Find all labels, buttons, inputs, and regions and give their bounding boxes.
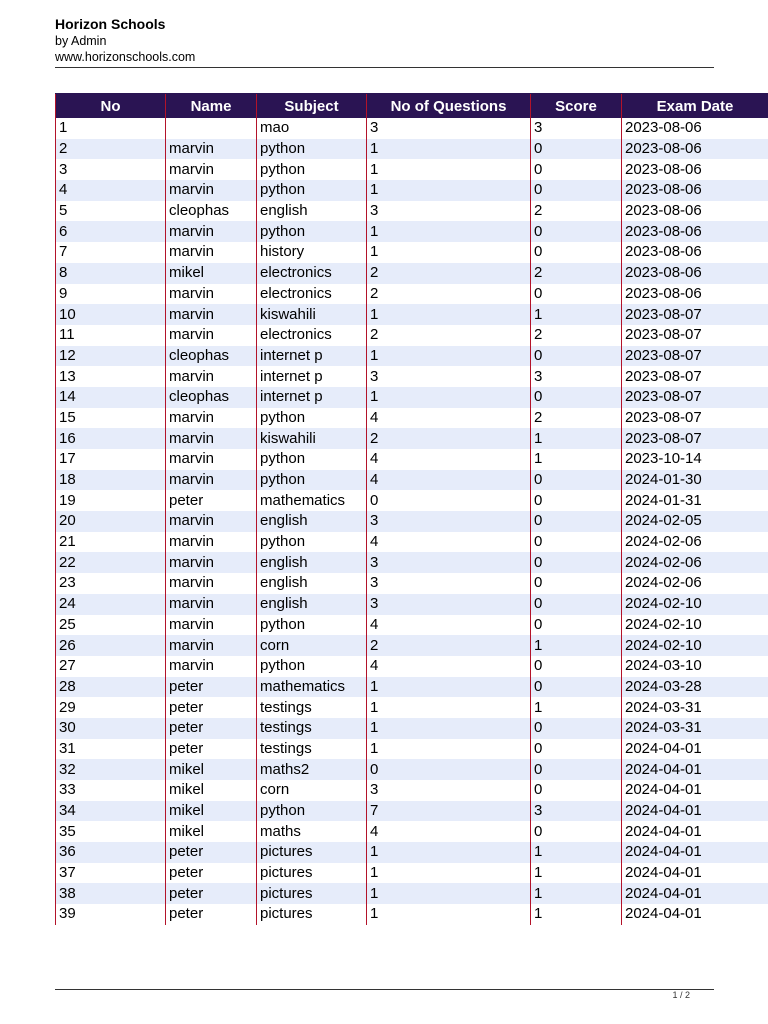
cell-exam-date: 2023-08-06 [622,284,768,305]
cell-name: mikel [166,780,257,801]
cell-subject: english [257,201,367,222]
table-row [56,801,768,822]
cell-subject: maths2 [257,759,367,780]
cell-questions: 1 [367,863,531,884]
cell-score: 0 [531,284,622,305]
cell-no: 31 [56,739,166,760]
table-row [56,242,768,263]
cell-subject: python [257,801,367,822]
school-title: Horizon Schools [55,16,166,32]
cell-score: 3 [531,366,622,387]
cell-questions: 2 [367,263,531,284]
cell-no: 29 [56,697,166,718]
cell-subject: python [257,532,367,553]
cell-questions: 1 [367,718,531,739]
cell-exam-date: 2024-04-01 [622,739,768,760]
cell-no: 2 [56,139,166,160]
cell-questions: 1 [367,139,531,160]
cell-no: 27 [56,656,166,677]
table-row [56,470,768,491]
cell-questions: 1 [367,346,531,367]
cell-questions: 4 [367,615,531,636]
table-row [56,366,768,387]
cell-exam-date: 2024-04-01 [622,904,768,925]
cell-no: 4 [56,180,166,201]
cell-name: marvin [166,242,257,263]
cell-questions: 1 [367,883,531,904]
cell-name: marvin [166,635,257,656]
table-row [56,511,768,532]
cell-subject: python [257,449,367,470]
cell-subject: english [257,594,367,615]
cell-exam-date: 2023-08-07 [622,366,768,387]
cell-exam-date: 2023-08-06 [622,201,768,222]
column-header-subject: Subject [257,94,367,119]
cell-exam-date: 2024-02-10 [622,635,768,656]
cell-score: 1 [531,304,622,325]
cell-name: peter [166,490,257,511]
cell-name: marvin [166,408,257,429]
cell-score: 0 [531,490,622,511]
document-header [55,16,714,65]
cell-subject: electronics [257,284,367,305]
cell-exam-date: 2023-08-07 [622,304,768,325]
table-row [56,428,768,449]
cell-exam-date: 2024-03-31 [622,697,768,718]
table-row [56,490,768,511]
footer-divider [55,989,714,990]
cell-questions: 2 [367,428,531,449]
cell-score: 0 [531,511,622,532]
cell-score: 1 [531,428,622,449]
cell-questions: 1 [367,697,531,718]
cell-subject: testings [257,718,367,739]
cell-no: 7 [56,242,166,263]
table-row [56,263,768,284]
cell-score: 0 [531,387,622,408]
exam-results-table [55,93,768,925]
cell-exam-date: 2024-03-28 [622,677,768,698]
cell-questions: 0 [367,759,531,780]
cell-name: cleophas [166,346,257,367]
cell-exam-date: 2024-01-30 [622,470,768,491]
cell-score: 0 [531,718,622,739]
cell-exam-date: 2023-08-07 [622,387,768,408]
table-row [56,552,768,573]
cell-subject: python [257,408,367,429]
cell-no: 37 [56,863,166,884]
cell-questions: 1 [367,739,531,760]
cell-no: 8 [56,263,166,284]
cell-name: marvin [166,511,257,532]
cell-subject: python [257,221,367,242]
cell-subject: testings [257,739,367,760]
table-row [56,718,768,739]
cell-questions: 3 [367,594,531,615]
cell-exam-date: 2024-04-01 [622,801,768,822]
cell-score: 1 [531,697,622,718]
cell-no: 34 [56,801,166,822]
cell-subject: corn [257,635,367,656]
cell-questions: 4 [367,656,531,677]
cell-name: marvin [166,615,257,636]
cell-score: 3 [531,118,622,139]
cell-score: 0 [531,780,622,801]
cell-score: 0 [531,180,622,201]
cell-score: 2 [531,325,622,346]
cell-score: 1 [531,842,622,863]
cell-score: 0 [531,821,622,842]
cell-score: 2 [531,263,622,284]
cell-subject: kiswahili [257,304,367,325]
cell-score: 3 [531,801,622,822]
cell-no: 21 [56,532,166,553]
cell-exam-date: 2024-02-06 [622,532,768,553]
cell-subject: pictures [257,863,367,884]
table-row [56,325,768,346]
cell-subject: internet p [257,346,367,367]
cell-no: 25 [56,615,166,636]
cell-score: 0 [531,656,622,677]
cell-name: cleophas [166,201,257,222]
column-header-score: Score [531,94,622,119]
table-row [56,449,768,470]
cell-exam-date: 2024-04-01 [622,759,768,780]
table-header-row [56,94,768,119]
cell-subject: mathematics [257,677,367,698]
cell-name: marvin [166,284,257,305]
cell-exam-date: 2023-08-07 [622,408,768,429]
cell-score: 1 [531,904,622,925]
cell-name: marvin [166,159,257,180]
cell-no: 24 [56,594,166,615]
cell-exam-date: 2023-08-06 [622,180,768,201]
table-row [56,284,768,305]
cell-exam-date: 2023-10-14 [622,449,768,470]
cell-no: 18 [56,470,166,491]
cell-exam-date: 2024-02-05 [622,511,768,532]
table-row [56,594,768,615]
cell-subject: python [257,180,367,201]
table-row [56,346,768,367]
cell-score: 0 [531,594,622,615]
table-row [56,904,768,925]
cell-subject: pictures [257,904,367,925]
cell-subject: english [257,552,367,573]
cell-score: 0 [531,221,622,242]
cell-score: 0 [531,532,622,553]
cell-score: 0 [531,615,622,636]
cell-no: 38 [56,883,166,904]
cell-no: 16 [56,428,166,449]
table-row [56,635,768,656]
cell-questions: 1 [367,904,531,925]
cell-questions: 4 [367,821,531,842]
table-row [56,677,768,698]
cell-exam-date: 2024-03-10 [622,656,768,677]
cell-no: 26 [56,635,166,656]
cell-name: marvin [166,325,257,346]
cell-name [166,118,257,139]
cell-subject: internet p [257,387,367,408]
cell-name: peter [166,677,257,698]
cell-subject: mao [257,118,367,139]
author-byline: by Admin [55,34,107,48]
cell-subject: maths [257,821,367,842]
table-row [56,697,768,718]
cell-subject: electronics [257,263,367,284]
cell-score: 1 [531,863,622,884]
table-row [56,201,768,222]
cell-exam-date: 2024-03-31 [622,718,768,739]
cell-name: peter [166,697,257,718]
cell-no: 32 [56,759,166,780]
cell-exam-date: 2024-04-01 [622,842,768,863]
cell-questions: 1 [367,159,531,180]
table-row [56,304,768,325]
cell-score: 2 [531,408,622,429]
cell-no: 9 [56,284,166,305]
cell-no: 23 [56,573,166,594]
cell-exam-date: 2023-08-06 [622,242,768,263]
cell-subject: mathematics [257,490,367,511]
cell-subject: pictures [257,883,367,904]
cell-score: 0 [531,552,622,573]
cell-score: 0 [531,242,622,263]
cell-questions: 3 [367,573,531,594]
cell-questions: 2 [367,635,531,656]
cell-subject: history [257,242,367,263]
cell-score: 1 [531,449,622,470]
column-header-name: Name [166,94,257,119]
cell-questions: 4 [367,408,531,429]
cell-name: marvin [166,428,257,449]
cell-exam-date: 2024-04-01 [622,863,768,884]
cell-score: 1 [531,883,622,904]
cell-no: 1 [56,118,166,139]
cell-score: 2 [531,201,622,222]
cell-name: marvin [166,139,257,160]
cell-exam-date: 2023-08-06 [622,159,768,180]
cell-score: 0 [531,677,622,698]
cell-exam-date: 2024-02-06 [622,573,768,594]
cell-name: marvin [166,532,257,553]
cell-questions: 7 [367,801,531,822]
cell-name: mikel [166,801,257,822]
cell-no: 6 [56,221,166,242]
website-link[interactable]: www.horizonschools.com [55,50,196,64]
cell-score: 0 [531,759,622,780]
cell-score: 0 [531,139,622,160]
table-row [56,408,768,429]
table-row [56,739,768,760]
cell-no: 5 [56,201,166,222]
cell-questions: 3 [367,366,531,387]
cell-no: 35 [56,821,166,842]
cell-no: 22 [56,552,166,573]
cell-subject: corn [257,780,367,801]
cell-name: mikel [166,759,257,780]
cell-questions: 3 [367,511,531,532]
table-row [56,159,768,180]
cell-exam-date: 2023-08-06 [622,263,768,284]
page-number: 1 / 2 [672,990,690,1000]
cell-name: mikel [166,263,257,284]
table-row [56,139,768,160]
cell-name: marvin [166,304,257,325]
cell-questions: 4 [367,470,531,491]
cell-no: 14 [56,387,166,408]
cell-questions: 0 [367,490,531,511]
cell-name: peter [166,739,257,760]
cell-exam-date: 2024-04-01 [622,821,768,842]
table-row [56,532,768,553]
cell-subject: internet p [257,366,367,387]
cell-name: marvin [166,366,257,387]
cell-subject: python [257,159,367,180]
cell-questions: 2 [367,284,531,305]
cell-subject: python [257,139,367,160]
cell-exam-date: 2024-02-10 [622,615,768,636]
cell-score: 0 [531,573,622,594]
cell-name: marvin [166,552,257,573]
cell-name: peter [166,863,257,884]
cell-score: 0 [531,346,622,367]
cell-exam-date: 2023-08-06 [622,139,768,160]
cell-subject: electronics [257,325,367,346]
cell-name: marvin [166,656,257,677]
cell-no: 28 [56,677,166,698]
table-row [56,180,768,201]
cell-no: 11 [56,325,166,346]
cell-exam-date: 2023-08-07 [622,346,768,367]
cell-subject: python [257,656,367,677]
cell-questions: 3 [367,118,531,139]
cell-no: 20 [56,511,166,532]
table-row [56,780,768,801]
cell-no: 19 [56,490,166,511]
column-header-exam-date: Exam Date [622,94,768,119]
cell-questions: 4 [367,449,531,470]
cell-subject: english [257,511,367,532]
cell-exam-date: 2024-04-01 [622,883,768,904]
cell-subject: python [257,615,367,636]
cell-name: peter [166,718,257,739]
cell-name: marvin [166,470,257,491]
cell-questions: 1 [367,180,531,201]
table-row [56,821,768,842]
cell-name: marvin [166,449,257,470]
cell-exam-date: 2024-02-10 [622,594,768,615]
table-row [56,883,768,904]
cell-score: 1 [531,635,622,656]
cell-questions: 1 [367,387,531,408]
cell-questions: 1 [367,242,531,263]
table-row [56,842,768,863]
cell-questions: 4 [367,532,531,553]
column-header-questions: No of Questions [367,94,531,119]
column-header-no: No [56,94,166,119]
cell-questions: 1 [367,221,531,242]
cell-questions: 3 [367,201,531,222]
cell-no: 36 [56,842,166,863]
cell-name: peter [166,842,257,863]
table-row [56,863,768,884]
cell-exam-date: 2024-01-31 [622,490,768,511]
cell-exam-date: 2024-04-01 [622,780,768,801]
header-divider [55,67,714,68]
table-row [56,118,768,139]
cell-score: 0 [531,739,622,760]
cell-name: peter [166,883,257,904]
cell-no: 30 [56,718,166,739]
cell-exam-date: 2023-08-06 [622,118,768,139]
cell-questions: 1 [367,842,531,863]
cell-exam-date: 2023-08-06 [622,221,768,242]
table-row [56,221,768,242]
cell-name: marvin [166,594,257,615]
cell-no: 39 [56,904,166,925]
cell-subject: pictures [257,842,367,863]
cell-no: 12 [56,346,166,367]
cell-no: 33 [56,780,166,801]
table-row [56,759,768,780]
cell-exam-date: 2023-08-07 [622,325,768,346]
table-row [56,615,768,636]
cell-subject: kiswahili [257,428,367,449]
cell-name: cleophas [166,387,257,408]
cell-name: mikel [166,821,257,842]
cell-name: marvin [166,573,257,594]
cell-questions: 3 [367,780,531,801]
cell-questions: 1 [367,304,531,325]
table-row [56,573,768,594]
cell-subject: testings [257,697,367,718]
cell-questions: 1 [367,677,531,698]
cell-no: 3 [56,159,166,180]
cell-name: peter [166,904,257,925]
cell-no: 17 [56,449,166,470]
cell-score: 0 [531,470,622,491]
cell-subject: english [257,573,367,594]
table-row [56,387,768,408]
table-row [56,656,768,677]
cell-subject: python [257,470,367,491]
cell-questions: 2 [367,325,531,346]
cell-no: 15 [56,408,166,429]
cell-name: marvin [166,180,257,201]
cell-exam-date: 2023-08-07 [622,428,768,449]
cell-name: marvin [166,221,257,242]
cell-no: 13 [56,366,166,387]
cell-score: 0 [531,159,622,180]
cell-no: 10 [56,304,166,325]
cell-exam-date: 2024-02-06 [622,552,768,573]
cell-questions: 3 [367,552,531,573]
